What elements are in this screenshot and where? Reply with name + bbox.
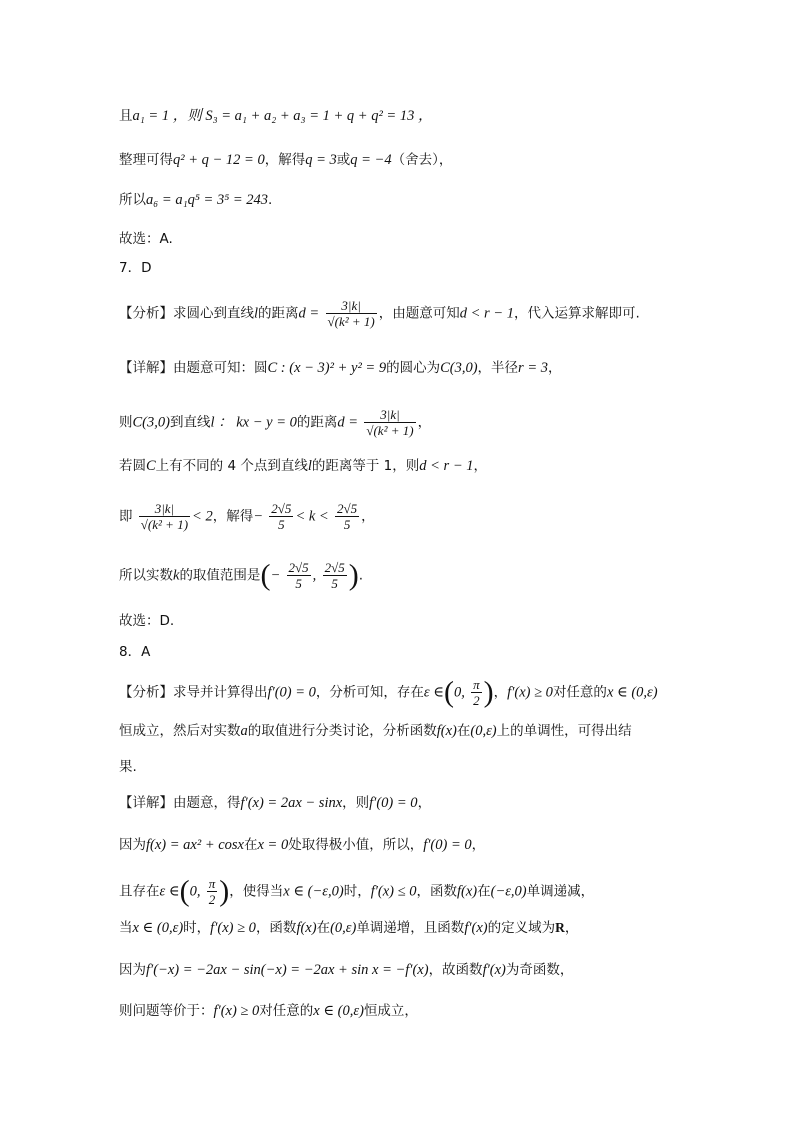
text: 或 bbox=[336, 152, 351, 168]
text: 单调递增，且函数 bbox=[356, 920, 465, 936]
text: 处取得极小值，所以， bbox=[288, 837, 424, 853]
text: 则问题等价于： bbox=[119, 1003, 214, 1019]
formula: d < r − 1 bbox=[459, 305, 514, 322]
numerator: 2√5 bbox=[337, 501, 358, 516]
formula: d = bbox=[298, 305, 320, 322]
text: ，代入运算求解即可. bbox=[513, 305, 640, 322]
answer-text: 故选：D. bbox=[119, 613, 175, 629]
formula: (0,ε) bbox=[470, 723, 497, 739]
formula: a bbox=[240, 723, 248, 739]
formula: R bbox=[555, 920, 565, 935]
formula: C(3,0) bbox=[440, 360, 478, 376]
text: ， bbox=[493, 684, 508, 701]
formula: q² + q − 12 = 0 bbox=[173, 152, 265, 168]
text: ， bbox=[361, 508, 375, 525]
text: 因为 bbox=[119, 962, 146, 978]
text: 时， bbox=[343, 883, 371, 900]
text: 当 bbox=[119, 920, 133, 936]
formula: − bbox=[270, 567, 281, 584]
close-paren: ) bbox=[219, 874, 230, 908]
line-17 bbox=[119, 793, 734, 813]
question-number: 7．D bbox=[119, 260, 152, 276]
formula: x = 0 bbox=[257, 837, 289, 853]
formula: f′(x) ≥ 0 bbox=[210, 920, 256, 936]
line-19 bbox=[119, 876, 734, 907]
denominator: 5 bbox=[331, 576, 338, 591]
line-20 bbox=[119, 918, 734, 938]
formula: l ： kx − y = 0 bbox=[210, 414, 297, 431]
formula: ε ∈ bbox=[423, 684, 444, 701]
formula: x ∈ (0,ε) bbox=[132, 920, 184, 936]
text: 的圆心为 bbox=[386, 360, 441, 376]
text: 在 bbox=[244, 837, 258, 853]
formula: f′(0) = 0 bbox=[423, 837, 472, 853]
formula: C : (x − 3)² + y² = 9 bbox=[267, 360, 387, 376]
text: ， bbox=[417, 795, 432, 811]
text: 在 bbox=[456, 723, 471, 739]
formula: − bbox=[253, 508, 263, 525]
text: 上有不同的 4 个点到直线 bbox=[155, 458, 308, 474]
text: ， bbox=[564, 920, 579, 936]
fraction bbox=[335, 501, 359, 532]
text: ， bbox=[547, 360, 562, 376]
text: 的定义域为 bbox=[487, 920, 556, 936]
line-6 bbox=[119, 298, 734, 329]
line-22 bbox=[119, 1001, 734, 1021]
formula: q = 3 bbox=[305, 152, 337, 168]
formula: x ∈ (0,ε) bbox=[313, 1003, 364, 1019]
denominator: 5 bbox=[278, 517, 285, 532]
text: 整理可得 bbox=[119, 152, 173, 168]
fraction bbox=[364, 407, 415, 438]
text: ，解得 bbox=[264, 152, 306, 168]
fraction bbox=[323, 560, 347, 591]
formula: l bbox=[254, 305, 259, 322]
text: 为奇函数， bbox=[505, 962, 574, 978]
formula: f(x) bbox=[296, 920, 317, 936]
fraction bbox=[326, 298, 377, 329]
formula: C(3,0) bbox=[132, 414, 170, 431]
text: ，半径 bbox=[477, 360, 519, 376]
numerator: π bbox=[208, 876, 216, 891]
numerator: π bbox=[473, 677, 480, 692]
line-21 bbox=[119, 960, 734, 980]
formula: f′(0) = 0 bbox=[369, 795, 418, 811]
text: 【分析】求圆心到直线 bbox=[119, 305, 254, 322]
line-3 bbox=[119, 190, 734, 210]
line-13 bbox=[119, 642, 734, 662]
formula: d = bbox=[337, 414, 359, 431]
formula: f′(0) = 0 bbox=[267, 684, 316, 701]
text: 时， bbox=[183, 920, 211, 936]
line-16 bbox=[119, 757, 734, 777]
formula: x ∈ (−ε,0) bbox=[283, 883, 344, 900]
formula: k bbox=[173, 567, 180, 584]
line-1 bbox=[119, 106, 734, 126]
formula: , bbox=[312, 567, 317, 584]
text: 的取值进行分类讨论，分析函数 bbox=[247, 723, 437, 739]
numerator: 2√5 bbox=[288, 560, 309, 575]
formula: f′(−x) = −2ax − sin(−x) = −2ax + sin x = −f′(x) bbox=[146, 962, 429, 978]
text: ，函数 bbox=[255, 920, 297, 936]
open-paren: ( bbox=[179, 874, 190, 908]
denominator: 2 bbox=[208, 892, 216, 907]
numerator: 3|k| bbox=[154, 501, 175, 516]
formula: f′(x) ≤ 0 bbox=[370, 883, 417, 900]
formula: f′(x) = 2ax − sinx bbox=[240, 795, 343, 811]
formula: f′(x) bbox=[464, 920, 488, 936]
formula: a₁ = 1 ，则 S₃ = a₁ + a₂ + a₃ = 1 + q + q² = 13 ， bbox=[132, 108, 433, 124]
text: . bbox=[358, 567, 364, 584]
text: 即 bbox=[119, 508, 133, 525]
formula: f′(x) ≥ 0 bbox=[213, 1003, 260, 1019]
fraction bbox=[139, 501, 190, 532]
text: 恒成立， bbox=[363, 1003, 418, 1019]
numerator: 3|k| bbox=[341, 298, 361, 313]
text: ，函数 bbox=[416, 883, 457, 900]
text: 且存在 bbox=[119, 883, 160, 900]
text: 的距离等于 1，则 bbox=[311, 458, 420, 474]
text: 【分析】求导并计算得出 bbox=[119, 684, 268, 701]
text: . bbox=[268, 192, 273, 208]
line-12 bbox=[119, 611, 734, 631]
text: 上的单调性，可得出结 bbox=[496, 723, 632, 739]
formula: ε ∈ bbox=[159, 883, 180, 900]
formula: x ∈ (0,ε) bbox=[606, 684, 658, 701]
denominator: √(k² + 1) bbox=[140, 517, 189, 532]
formula: f(x) bbox=[456, 883, 478, 900]
formula: C bbox=[146, 458, 156, 474]
text: 所以 bbox=[119, 192, 146, 208]
text: 在 bbox=[316, 920, 331, 936]
text: 恒成立，然后对实数 bbox=[119, 723, 241, 739]
formula: f(x) bbox=[436, 723, 457, 739]
text: 对任意的 bbox=[259, 1003, 314, 1019]
formula: f′(x) ≥ 0 bbox=[507, 684, 553, 701]
text: 到直线 bbox=[169, 414, 211, 431]
text: 因为 bbox=[119, 837, 146, 853]
formula: 0, bbox=[453, 684, 465, 701]
text: 在 bbox=[477, 883, 491, 900]
line-11 bbox=[119, 560, 734, 591]
line-9 bbox=[119, 456, 734, 476]
formula: f(x) = ax² + cosx bbox=[146, 837, 244, 853]
denominator: √(k² + 1) bbox=[366, 423, 414, 438]
close-paren: ) bbox=[348, 558, 359, 592]
formula: q = −4 bbox=[350, 152, 392, 168]
open-paren: ( bbox=[443, 675, 454, 709]
text: ， bbox=[473, 458, 487, 474]
denominator: 5 bbox=[343, 517, 351, 532]
text: ，使得当 bbox=[229, 883, 284, 900]
line-8 bbox=[119, 407, 734, 438]
close-paren: ) bbox=[483, 675, 494, 709]
numerator: 2√5 bbox=[324, 560, 345, 575]
text: ，解得 bbox=[212, 508, 254, 525]
text: 果. bbox=[119, 759, 137, 775]
numerator: 3|k| bbox=[380, 407, 400, 422]
formula: l bbox=[307, 458, 312, 474]
text: 【详解】由题意可知：圆 bbox=[119, 360, 268, 376]
text: 则 bbox=[119, 414, 133, 431]
formula: 0, bbox=[189, 883, 201, 900]
text: ，由题意可知 bbox=[378, 305, 460, 322]
denominator: 5 bbox=[295, 576, 302, 591]
fraction bbox=[269, 501, 293, 532]
denominator: √(k² + 1) bbox=[327, 314, 375, 329]
text: 的距离 bbox=[296, 414, 338, 431]
text: ， bbox=[471, 837, 486, 853]
open-paren: ( bbox=[260, 558, 271, 592]
formula: d < r − 1 bbox=[419, 458, 474, 474]
text: 【详解】由题意，得 bbox=[119, 795, 241, 811]
question-number: 8．A bbox=[119, 644, 151, 660]
fraction bbox=[287, 560, 311, 591]
formula: < 2 bbox=[192, 508, 213, 525]
text: 的取值范围是 bbox=[179, 567, 261, 584]
line-2 bbox=[119, 150, 734, 170]
line-18 bbox=[119, 835, 734, 855]
numerator: 2√5 bbox=[271, 501, 292, 516]
text: 对任意的 bbox=[552, 684, 607, 701]
line-15 bbox=[119, 721, 734, 741]
denominator: 2 bbox=[473, 693, 480, 708]
fraction bbox=[471, 677, 482, 708]
formula: (−ε,0) bbox=[490, 883, 527, 900]
text: ， bbox=[417, 414, 432, 431]
text: 且 bbox=[119, 108, 133, 124]
formula: f′(x) bbox=[482, 962, 506, 978]
fraction bbox=[207, 876, 218, 907]
answer-text: 故选：A. bbox=[119, 231, 173, 247]
text: 单调递减， bbox=[526, 883, 595, 900]
line-10 bbox=[119, 501, 734, 532]
text: ，分析可知，存在 bbox=[315, 684, 424, 701]
formula: (0,ε) bbox=[330, 920, 357, 936]
text: ，故函数 bbox=[428, 962, 483, 978]
text: 的距离 bbox=[258, 305, 299, 322]
text: ，则 bbox=[342, 795, 370, 811]
formula: a₆ = a₁q⁵ = 3⁵ = 243 bbox=[146, 192, 269, 208]
text: （舍去）， bbox=[391, 152, 453, 168]
formula: < k < bbox=[295, 508, 329, 525]
line-4 bbox=[119, 229, 734, 249]
text: 若圆 bbox=[119, 458, 146, 474]
line-14 bbox=[119, 677, 734, 708]
line-7 bbox=[119, 358, 734, 378]
line-5 bbox=[119, 258, 734, 278]
text: 所以实数 bbox=[119, 567, 173, 584]
formula: r = 3 bbox=[518, 360, 548, 376]
